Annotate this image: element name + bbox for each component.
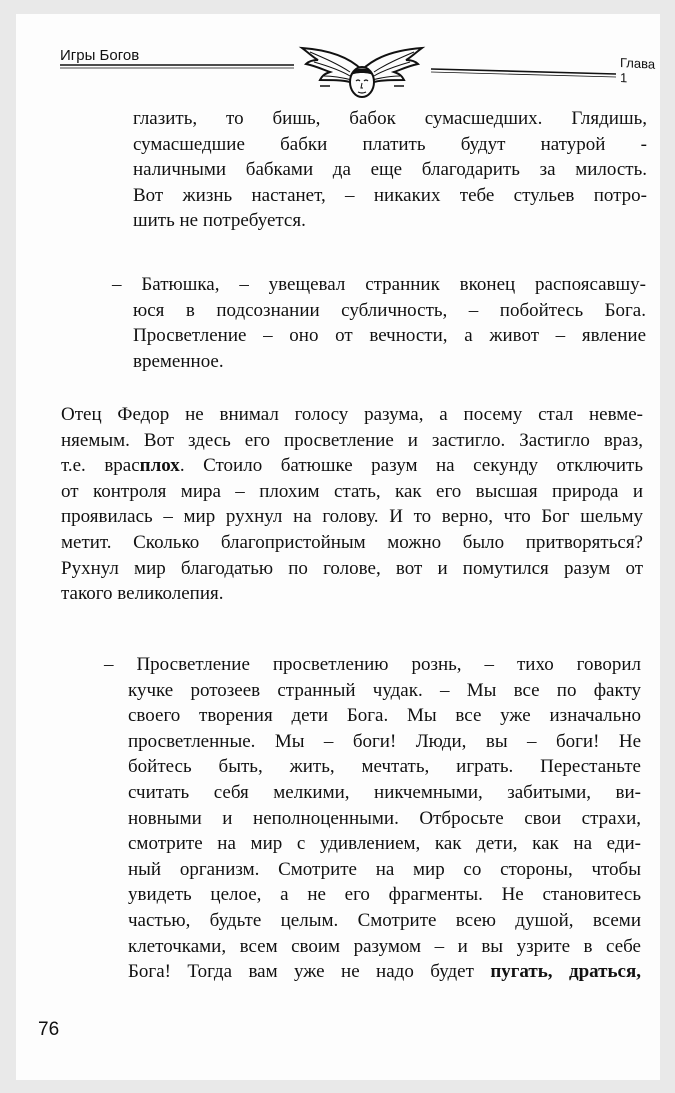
text-line: ный организм. Смотрите на мир со стороны, чтобы [128, 858, 641, 880]
text-line: Рухнул мир благодатью по голове, вот и помутился разум от [61, 557, 643, 579]
text-run: т.е. врас [61, 455, 140, 477]
header-rules [16, 14, 660, 104]
text-line: своего творения дети Бога. Мы все уже изначально [128, 705, 641, 727]
text-line: няемым. Вот здесь его просветление и застигло. Застигло враз, [61, 429, 643, 451]
text-line: просветленные. Мы – боги! Люди, вы – боги! Не [128, 730, 641, 752]
bold-text: плох [139, 455, 180, 477]
text-line: Отец Федор не внимал голосу разума, а посему стал невме- [61, 404, 643, 425]
paragraph-4 [104, 652, 641, 985]
text-line: клеточками, всем своим разумом – и вы узрите в себе [128, 935, 641, 957]
text-line: частью, будьте целым. Смотрите всею душой, всеми [128, 909, 641, 931]
text-run: . Стоило батюшке разум на секунду отключить [179, 455, 643, 477]
text-line: Просветление – оно от вечности, а живот – явление [133, 325, 646, 347]
text-line: временное. [133, 350, 224, 372]
text-line: – Батюшка, – увещевал странник вконец распоясавшу- [112, 274, 646, 295]
text-line: юся в подсознании субличность, – побойтесь Бога. [133, 299, 646, 321]
paragraph-3 [61, 402, 643, 607]
text-line: проявилась – мир рухнул на голову. И то верно, что Бог шельму [61, 506, 643, 528]
text-line: такого великолепия. [61, 583, 224, 605]
paragraph-1 [133, 106, 647, 234]
text-line [104, 959, 641, 985]
paragraph-2 [112, 272, 646, 374]
text-line: бойтесь быть, жить, мечтать, играть. Перестаньте [128, 756, 641, 778]
text-line: кучке ротозеев странный чудак. – Мы все по факту [128, 679, 641, 701]
text-run: Бога! Тогда вам уже не надо будет [128, 961, 491, 983]
text-line: сумасшедшие бабки платить будут натурой - [133, 133, 647, 155]
chapter-label: Глава 1 [620, 54, 656, 86]
text-line: новными и неполноценными. Отбросьте свои страхи, [128, 807, 641, 829]
text-line: – Просветление просветлению рознь, – тихо говорил [104, 654, 641, 675]
book-title: Игры Богов [60, 47, 140, 64]
text-line: Вот жизнь настанет, – никаких тебе стульев потро- [133, 184, 647, 206]
text-line: наличными бабками да еще благодарить за милость. [133, 159, 647, 181]
text-line: считать себя мелкими, никчемными, забитыми, ви- [128, 781, 641, 803]
text-line: шить не потребуется. [133, 210, 306, 232]
text-line: увидеть целое, а не его фрагменты. Не становитесь [128, 884, 641, 906]
text-line: смотрите на мир с удивлением, как дети, как на еди- [128, 833, 641, 855]
text-line: от контроля мира – плохим стать, как его высшая природа и [61, 480, 643, 502]
bold-text: пугать, драться, [490, 961, 641, 983]
book-page [16, 14, 660, 1080]
text-line [61, 453, 643, 479]
text-line: метит. Сколько благопристойным можно было притворяться? [61, 531, 643, 553]
page-number: 76 [38, 1019, 60, 1040]
running-header [16, 14, 660, 104]
text-line: глазить, то бишь, бабок сумасшедших. Глядишь, [133, 108, 647, 129]
